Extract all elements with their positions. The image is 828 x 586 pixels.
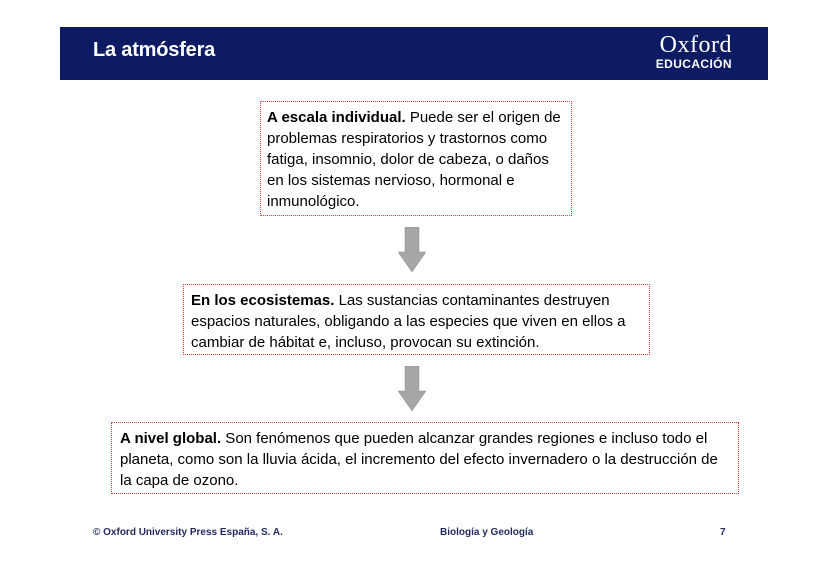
footer-subject: Biología y Geología — [440, 527, 534, 538]
box-text: Puede ser el origen de problemas respiratorios y trastornos como fatiga, insomnio, dolor de cabeza, o daños en los sistemas nervioso, hormonal e inmunológico. — [267, 109, 561, 210]
page-number: 7 — [720, 527, 726, 538]
box-heading: A escala individual. — [267, 109, 406, 126]
down-arrow-icon — [398, 227, 426, 272]
individual-scale-box — [260, 101, 572, 216]
box-heading: A nivel global. — [120, 430, 222, 447]
slide-header — [60, 27, 768, 80]
ecosystems-box — [183, 284, 650, 355]
logo-subtitle: EDUCACIÓN — [655, 57, 732, 71]
oxford-logo — [656, 32, 732, 71]
box-text: Son fenómenos que pueden alcanzar grandes regiones e incluso todo el planeta, como son la lluvia ácida, el incremento del efecto invernadero o la destrucción de la capa de ozono. — [120, 430, 718, 489]
box-text: Las sustancias contaminantes destruyen espacios naturales, obligando a las especies que viven en ellos a cambiar de hábitat e, incluso, provocan su extinción. — [191, 292, 626, 351]
page-title: La atmósfera — [93, 39, 216, 61]
global-level-box — [111, 422, 739, 494]
down-arrow-icon — [398, 366, 426, 411]
logo-wordmark: Oxford — [659, 32, 732, 58]
footer-copyright: © Oxford University Press España, S. A. — [93, 527, 283, 538]
box-heading: En los ecosistemas. — [191, 292, 335, 309]
